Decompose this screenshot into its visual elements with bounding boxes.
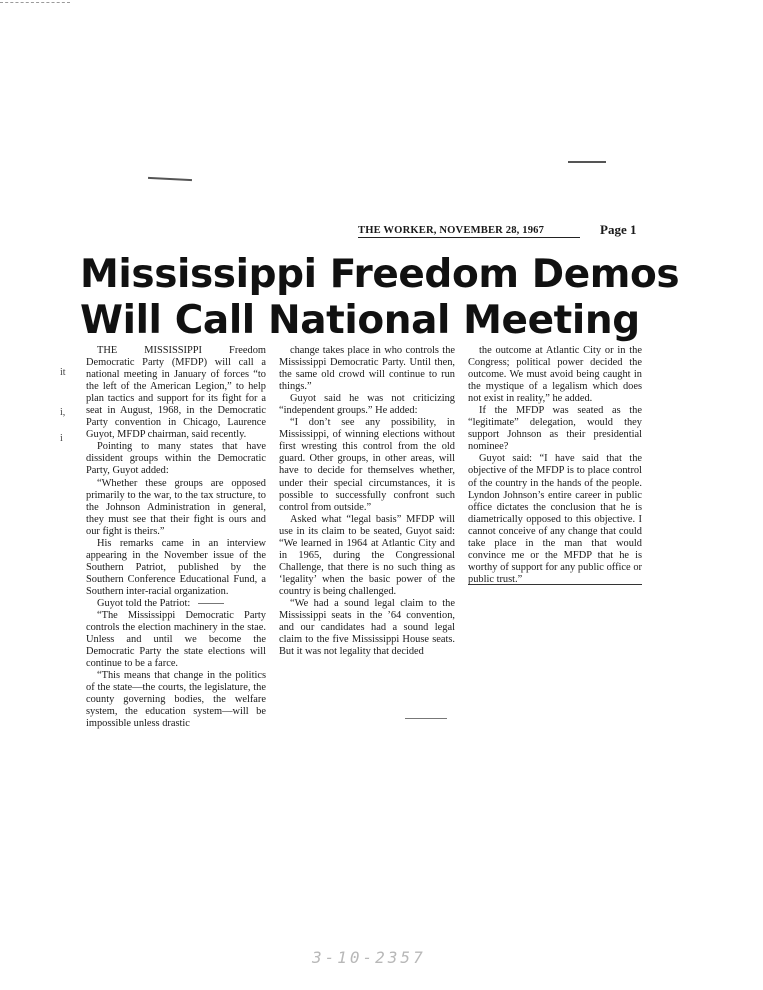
page-number: Page 1 bbox=[600, 222, 637, 237]
scan-border-dash bbox=[0, 2, 70, 3]
paragraph: Guyot said: “I have said that the objective of the MFDP is to place control of the country in the hands of the people. Lyndon Johnson’s entire career in public office dictates the conclusion that he is diametrically opposed to this objective. I cannot conceive of any change that could take place in the man that would convince me or the MFDP that he is worthy of support for any public office or public trust.” bbox=[468, 453, 642, 585]
scan-smudge-right bbox=[568, 161, 606, 163]
paragraph: Guyot told the Patriot: bbox=[97, 597, 191, 609]
margin-mark: i bbox=[60, 433, 63, 444]
headline-line-2: Will Call National Meeting bbox=[80, 298, 640, 343]
paragraph: the outcome at Atlantic City or in the Congress; political power decided the outcome. We must avoid being caught in the mystique of a legalism which does not exist in reality,” he added. bbox=[468, 345, 642, 405]
paragraph: Guyot said he was not criticizing “independent groups.” He added: bbox=[279, 393, 455, 417]
masthead: THE WORKER, NOVEMBER 28, 1967 bbox=[358, 225, 580, 238]
paragraph: “Whether these groups are opposed primarily to the war, to the tax structure, to the Johnson Administration in general, they must see that their fight is ours and our fight is theirs.” bbox=[86, 477, 266, 537]
article-end-rule bbox=[468, 584, 642, 585]
paragraph: Pointing to many states that have dissident groups within the Democratic Party, Guyot added: bbox=[86, 441, 266, 477]
paragraph: His remarks came in an interview appearing in the November issue of the Southern Patriot, published by the Southern Conference Educational Fund, a Southern inter-racial organization. bbox=[86, 537, 266, 597]
scan-smudge-left bbox=[148, 177, 192, 181]
margin-mark: i, bbox=[60, 407, 66, 418]
paragraph: “We had a sound legal claim to the Mississippi seats in the ’64 convention, and our candidates had a sound legal claim to the five Mississippi House seats. But it was not legality that decided bbox=[279, 597, 455, 658]
scan-mark bbox=[198, 603, 224, 604]
paragraph: change takes place in who controls the Mississippi Democratic Party. Until then, the same old crowd will continue to run things.” bbox=[279, 345, 455, 393]
headline bbox=[80, 252, 680, 344]
paragraph: “I don’t see any possibility, in Mississippi, of winning elections without first wresting this control from the old guard. Other groups, in other areas, will have to decide for themselves whether, under their special circumstances, it is possible to successfully confront such control from outside.” bbox=[279, 417, 455, 513]
paragraph: “This means that change in the politics of the state—the courts, the legislature, the county governing bodies, the welfare system, the education system—will be impossible unless drastic bbox=[86, 670, 266, 730]
margin-mark: it bbox=[60, 367, 66, 378]
paragraph: If the MFDP was seated as the “legitimate” delegation, would they support Johnson as their presidential nominee? bbox=[468, 405, 642, 453]
paragraph: Asked what “legal basis” MFDP will use in its claim to be seated, Guyot said: “We learned in 1964 at Atlantic City and in 1965, during the Congressional Challenge, that there is no such thing as ‘legality’ when the basic power of the country is being challenged. bbox=[279, 513, 455, 597]
scan-mark bbox=[405, 718, 447, 719]
paragraph: THE MISSISSIPPI Freedom Democratic Party (MFDP) will call a national meeting in January of forces “to the left of the American Legion,” to help plan tactics and support for its fight for a seat in August, 1968, in the Democratic Party convention in Chicago, Laurence Guyot, MFDP chairman, said recently. bbox=[86, 345, 266, 441]
article-column-3 bbox=[468, 345, 642, 586]
article-column-2 bbox=[279, 345, 455, 658]
headline-line-1: Mississippi Freedom Demos bbox=[80, 252, 680, 297]
article-column-1 bbox=[86, 345, 266, 731]
handwritten-note: 3-10-2357 bbox=[312, 948, 426, 967]
paragraph: “The Mississippi Democratic Party controls the election machinery in the stae. Unless and until we become the Democratic Party the state elections will continue to be a farce. bbox=[86, 610, 266, 670]
